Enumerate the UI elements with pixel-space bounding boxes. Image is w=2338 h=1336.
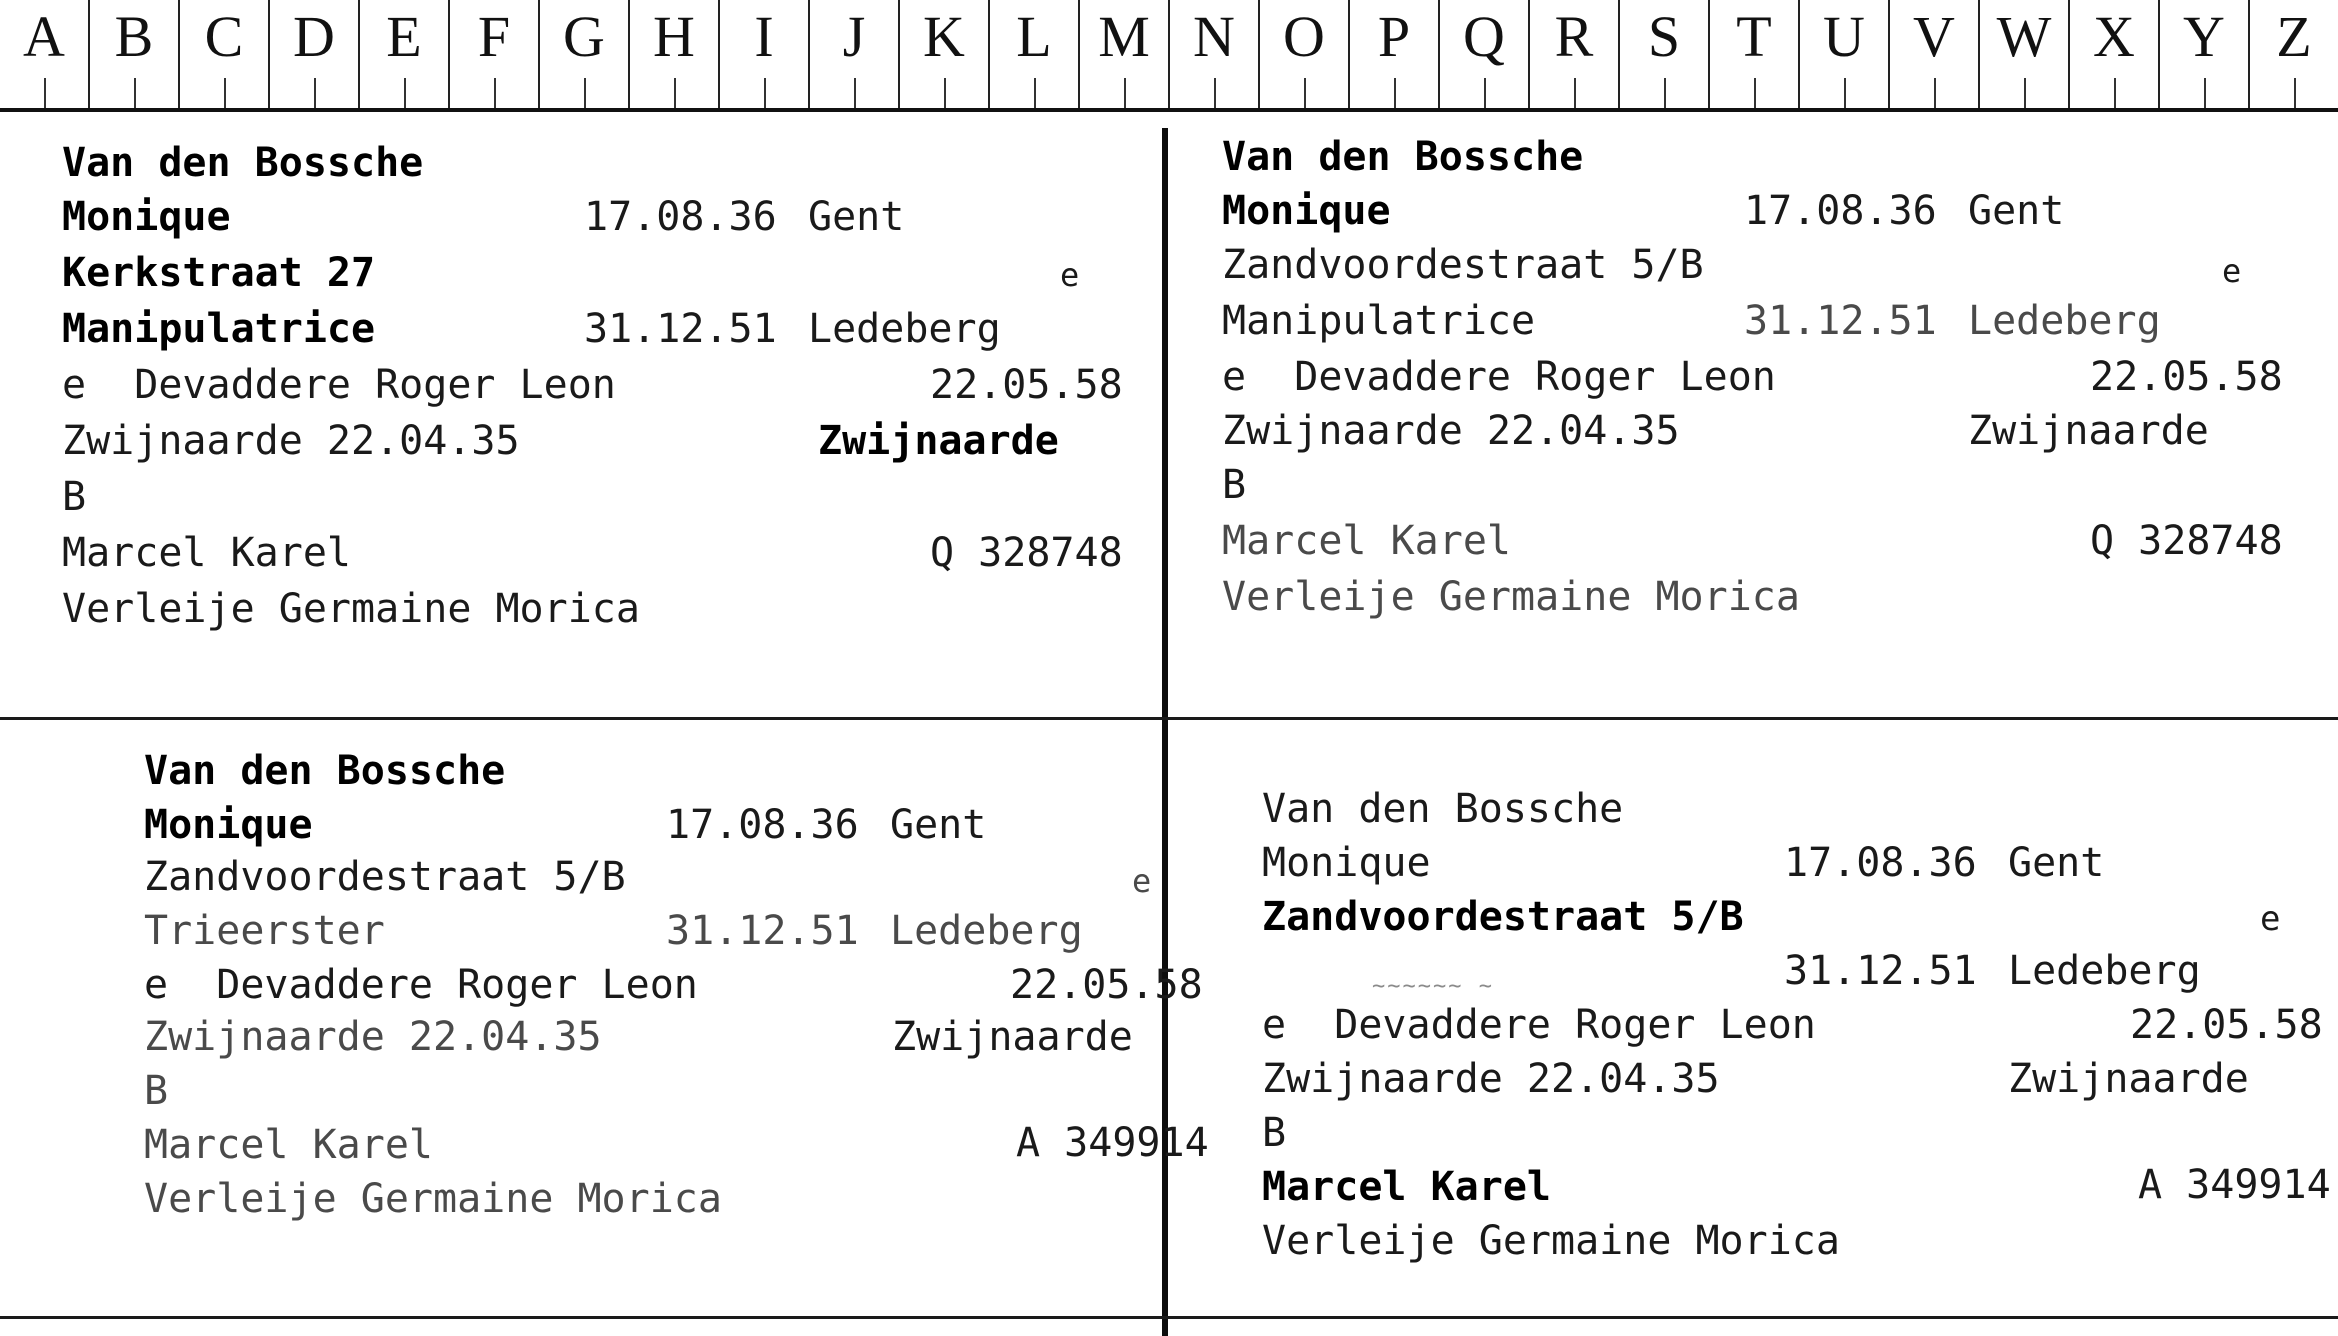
ruler-letter: N [1193, 4, 1235, 69]
ruler-tick [674, 78, 676, 108]
ruler-cell [2250, 0, 2338, 108]
spouse-residence: Zwijnaarde [892, 1014, 1133, 1060]
given-name: Monique [144, 802, 313, 848]
ruler-letter: H [653, 4, 695, 69]
occupation: Manipulatrice [62, 306, 376, 352]
ruler-cell [0, 0, 90, 108]
address: Zandvoordestraat 5/B [1222, 242, 1704, 288]
id-number: A 349914 [1016, 1120, 1209, 1166]
marriage-place: Ledeberg [890, 908, 1083, 954]
ruler-letter: T [1736, 4, 1772, 69]
ruler-cell [1350, 0, 1440, 108]
ruler-letter: F [477, 4, 511, 69]
ruler-cell [90, 0, 180, 108]
address: Kerkstraat 27 [62, 250, 376, 296]
ruler-letter: X [2093, 4, 2135, 69]
ruler-letter: A [23, 4, 65, 69]
ruler-tick [944, 78, 946, 108]
id-number: A 349914 [2138, 1162, 2331, 1208]
ruler-letter: E [386, 4, 422, 69]
birth-place: Gent [1968, 188, 2065, 234]
ruler-letter: Y [2183, 4, 2225, 69]
ruler-tick [1034, 78, 1036, 108]
ruler-cell [540, 0, 630, 108]
father: Marcel Karel [1222, 518, 1511, 564]
given-name: Monique [1222, 188, 1391, 234]
ruler-tick [1844, 78, 1846, 108]
spouse-residence: Zwijnaarde [818, 418, 1059, 464]
ruler-cell [1620, 0, 1710, 108]
marriage-date: 31.12.51 [584, 306, 777, 352]
spouse-birth: Zwijnaarde 22.04.35 [1262, 1056, 1720, 1102]
ruler-tick [134, 78, 136, 108]
occupation: Trieerster [144, 908, 385, 954]
code: B [1222, 462, 1247, 508]
occupation: ~~~~~~ ~ [1372, 974, 1494, 999]
ruler-tick [854, 78, 856, 108]
code: B [144, 1068, 169, 1114]
marriage-date: 31.12.51 [1744, 298, 1937, 344]
ruler-letter: D [293, 4, 335, 69]
ruler-letter: G [563, 4, 605, 69]
marker: e [2222, 252, 2242, 290]
surname: Van den Bossche [1262, 786, 1624, 832]
ruler-cell [720, 0, 810, 108]
spouse-residence: Zwijnaarde [2008, 1056, 2249, 1102]
ruler-letter: K [923, 4, 965, 69]
ruler-tick [1304, 78, 1306, 108]
ruler-tick [2294, 78, 2296, 108]
ruler-letter: P [1377, 4, 1411, 69]
ruler-tick [1754, 78, 1756, 108]
ruler-cell [810, 0, 900, 108]
ruler-letter: I [754, 4, 774, 69]
ruler-tick [1574, 78, 1576, 108]
id-number: Q 328748 [930, 530, 1123, 576]
father: Marcel Karel [144, 1122, 433, 1168]
spouse-date: 22.05.58 [930, 362, 1123, 408]
address: Zandvoordestraat 5/B [1262, 894, 1744, 940]
ruler-cell [270, 0, 360, 108]
ruler-tick [1664, 78, 1666, 108]
spouse-birth: Zwijnaarde 22.04.35 [62, 418, 520, 464]
ruler-cell [180, 0, 270, 108]
given-name: Monique [1262, 840, 1431, 886]
marker: e [1060, 256, 1080, 294]
birth-date: 17.08.36 [1744, 188, 1937, 234]
ruler-cell [1890, 0, 1980, 108]
ruler-cell [1710, 0, 1800, 108]
birth-place: Gent [890, 802, 987, 848]
birth-date: 17.08.36 [1784, 840, 1977, 886]
spouse-date: 22.05.58 [2090, 354, 2283, 400]
ruler-tick [1124, 78, 1126, 108]
spouse: e Devaddere Roger Leon [1262, 1002, 1816, 1048]
ruler-tick [44, 78, 46, 108]
alphabet-ruler [0, 0, 2338, 112]
ruler-cell [1800, 0, 1890, 108]
birth-place: Gent [2008, 840, 2105, 886]
marker: e [1132, 862, 1152, 900]
ruler-tick [1214, 78, 1216, 108]
ruler-letter: M [1098, 4, 1150, 69]
ruler-tick [314, 78, 316, 108]
surname: Van den Bossche [1222, 134, 1584, 180]
ruler-cell [1530, 0, 1620, 108]
marriage-place: Ledeberg [2008, 948, 2201, 994]
marriage-date: 31.12.51 [666, 908, 859, 954]
ruler-cell [990, 0, 1080, 108]
spouse-birth: Zwijnaarde 22.04.35 [1222, 408, 1680, 454]
ruler-cell [1080, 0, 1170, 108]
spouse: e Devaddere Roger Leon [144, 962, 698, 1008]
ruler-cell [360, 0, 450, 108]
mother: Verleije Germaine Morica [62, 586, 640, 632]
spouse-birth: Zwijnaarde 22.04.35 [144, 1014, 602, 1060]
surname: Van den Bossche [144, 748, 506, 794]
birth-date: 17.08.36 [666, 802, 859, 848]
ruler-tick [2024, 78, 2026, 108]
ruler-tick [224, 78, 226, 108]
marker: e [2260, 899, 2281, 939]
ruler-tick [404, 78, 406, 108]
occupation: Manipulatrice [1222, 298, 1536, 344]
ruler-letter: Q [1463, 4, 1505, 69]
spouse: e Devaddere Roger Leon [1222, 354, 1776, 400]
mother: Verleije Germaine Morica [1262, 1218, 1840, 1264]
ruler-cell [1170, 0, 1260, 108]
spouse-residence: Zwijnaarde [1968, 408, 2209, 454]
marriage-place: Ledeberg [808, 306, 1001, 352]
marriage-date: 31.12.51 [1784, 948, 1977, 994]
ruler-tick [2114, 78, 2116, 108]
ruler-cell [2160, 0, 2250, 108]
ruler-letter: C [204, 4, 244, 69]
mother: Verleije Germaine Morica [1222, 574, 1800, 620]
ruler-cell [1260, 0, 1350, 108]
ruler-cell [1440, 0, 1530, 108]
ruler-tick [1484, 78, 1486, 108]
ruler-letter: J [842, 4, 866, 69]
ruler-letter: V [1913, 4, 1955, 69]
ruler-cell [2070, 0, 2160, 108]
ruler-cell [900, 0, 990, 108]
ruler-letter: O [1283, 4, 1325, 69]
ruler-tick [764, 78, 766, 108]
code: B [62, 474, 87, 520]
father: Marcel Karel [1262, 1164, 1551, 1210]
surname: Van den Bossche [62, 140, 424, 186]
ruler-letter: R [1554, 4, 1594, 69]
ruler-tick [1394, 78, 1396, 108]
id-number: Q 328748 [2090, 518, 2283, 564]
ruler-tick [494, 78, 496, 108]
ruler-letter: Z [2276, 4, 2312, 69]
ruler-letter: S [1647, 4, 1681, 69]
marriage-place: Ledeberg [1968, 298, 2161, 344]
middle-divider [0, 717, 2338, 720]
ruler-letter: U [1823, 4, 1865, 69]
mother: Verleije Germaine Morica [144, 1176, 722, 1222]
ruler-cell [630, 0, 720, 108]
ruler-letter: B [114, 4, 154, 69]
spouse: e Devaddere Roger Leon [62, 362, 616, 408]
code: B [1262, 1110, 1287, 1156]
address: Zandvoordestraat 5/B [144, 854, 626, 900]
birth-place: Gent [808, 194, 905, 240]
birth-date: 17.08.36 [584, 194, 777, 240]
ruler-letter: L [1016, 4, 1052, 69]
ruler-letter: W [1996, 4, 2052, 69]
given-name: Monique [62, 194, 231, 240]
ruler-tick [2204, 78, 2206, 108]
bottom-divider [0, 1316, 2338, 1319]
father: Marcel Karel [62, 530, 351, 576]
ruler-tick [584, 78, 586, 108]
ruler-cell [1980, 0, 2070, 108]
ruler-cell [450, 0, 540, 108]
ruler-tick [1934, 78, 1936, 108]
spouse-date: 22.05.58 [1010, 962, 1203, 1008]
spouse-date: 22.05.58 [2130, 1002, 2323, 1048]
